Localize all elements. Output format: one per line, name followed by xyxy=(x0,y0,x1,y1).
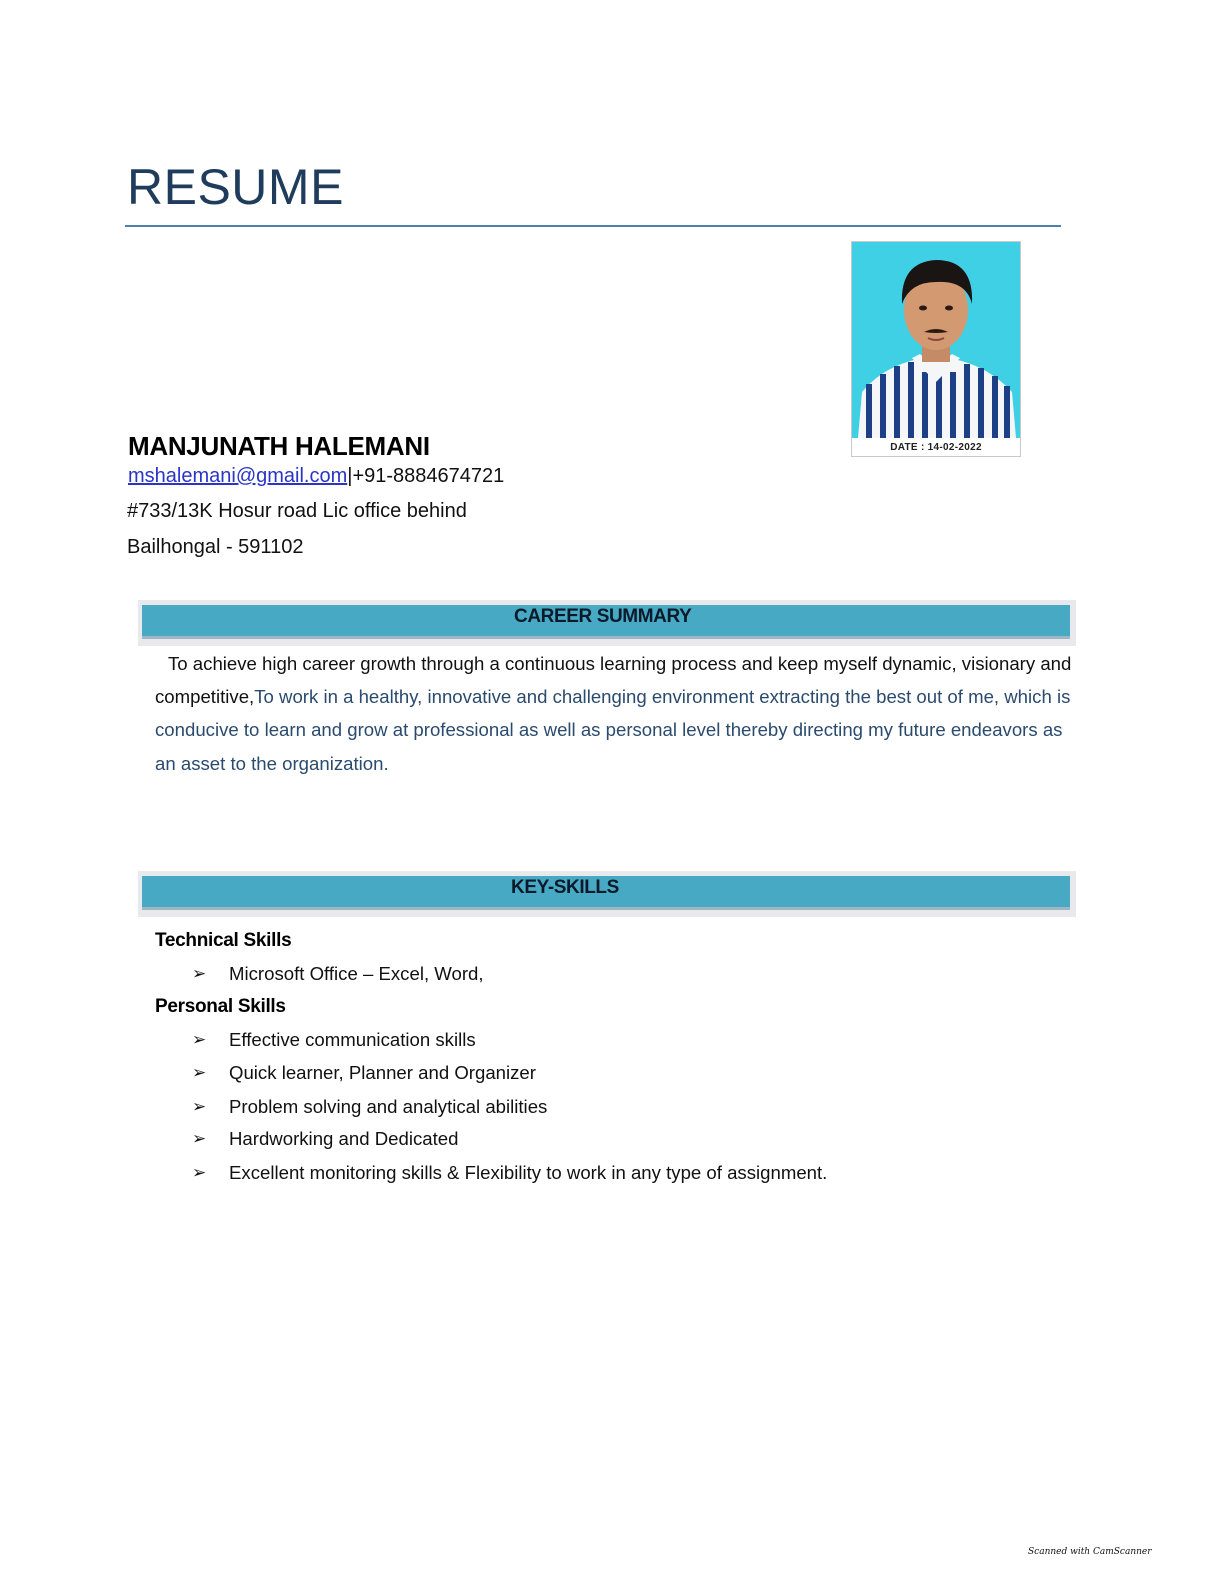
technical-skill-item xyxy=(192,963,484,985)
arrow-bullet-icon: ➢ xyxy=(192,1063,207,1082)
arrow-bullet-icon: ➢ xyxy=(192,1163,207,1182)
address-line-2: Bailhongal - 591102 xyxy=(127,536,304,558)
personal-skill-item xyxy=(192,1062,536,1084)
personal-skill-text: Problem solving and analytical abilities xyxy=(229,1096,548,1117)
personal-skill-item xyxy=(192,1128,459,1150)
resume-title: RESUME xyxy=(127,159,344,215)
photo-date-stamp: DATE : 14-02-2022 xyxy=(890,442,982,453)
arrow-bullet-icon: ➢ xyxy=(192,964,207,983)
candidate-name: MANJUNATH HALEMANI xyxy=(128,431,430,461)
personal-skill-item xyxy=(192,1096,548,1118)
personal-skill-item xyxy=(192,1162,828,1184)
career-summary-part-2: To work in a healthy, innovative and challenging environment extracting the best out of me, which is conducive to learn and grow at professional as well as personal level thereby directing my future endeavors as an asset to the organization. xyxy=(155,686,1071,774)
arrow-bullet-icon: ➢ xyxy=(192,1129,207,1148)
key-skills-header xyxy=(138,871,1076,917)
arrow-bullet-icon: ➢ xyxy=(192,1097,207,1116)
email-link[interactable]: mshalemani@gmail.com xyxy=(128,465,348,487)
arrow-bullet-icon: ➢ xyxy=(192,1030,207,1049)
phone-number: |+91-8884674721 xyxy=(347,465,505,487)
career-summary-header xyxy=(138,600,1076,646)
personal-skill-text: Effective communication skills xyxy=(229,1029,476,1050)
career-summary-heading: CAREER SUMMARY xyxy=(514,606,692,627)
career-summary-part-1: To achieve high career growth through a continuous learning process and keep myself dynamic, visionary and competitive, xyxy=(155,653,1072,708)
key-skills-heading: KEY-SKILLS xyxy=(511,877,619,898)
technical-skill-text: Microsoft Office – Excel, Word, xyxy=(229,963,484,984)
title-divider xyxy=(125,225,1061,227)
personal-skill-item xyxy=(192,1029,476,1051)
personal-skill-text: Quick learner, Planner and Organizer xyxy=(229,1062,536,1083)
address-line-1: #733/13K Hosur road Lic office behind xyxy=(127,500,467,522)
profile-photo-image xyxy=(852,242,1020,456)
contact-line xyxy=(128,465,504,488)
personal-skill-text: Excellent monitoring skills & Flexibility to work in any type of assignment. xyxy=(229,1162,828,1183)
scanner-watermark: Scanned with CamScanner xyxy=(1028,1547,1152,1557)
career-summary-text xyxy=(155,647,1075,780)
personal-skill-text: Hardworking and Dedicated xyxy=(229,1128,459,1149)
personal-skills-heading: Personal Skills xyxy=(155,996,286,1017)
profile-photo xyxy=(851,241,1021,457)
technical-skills-heading: Technical Skills xyxy=(155,930,292,951)
